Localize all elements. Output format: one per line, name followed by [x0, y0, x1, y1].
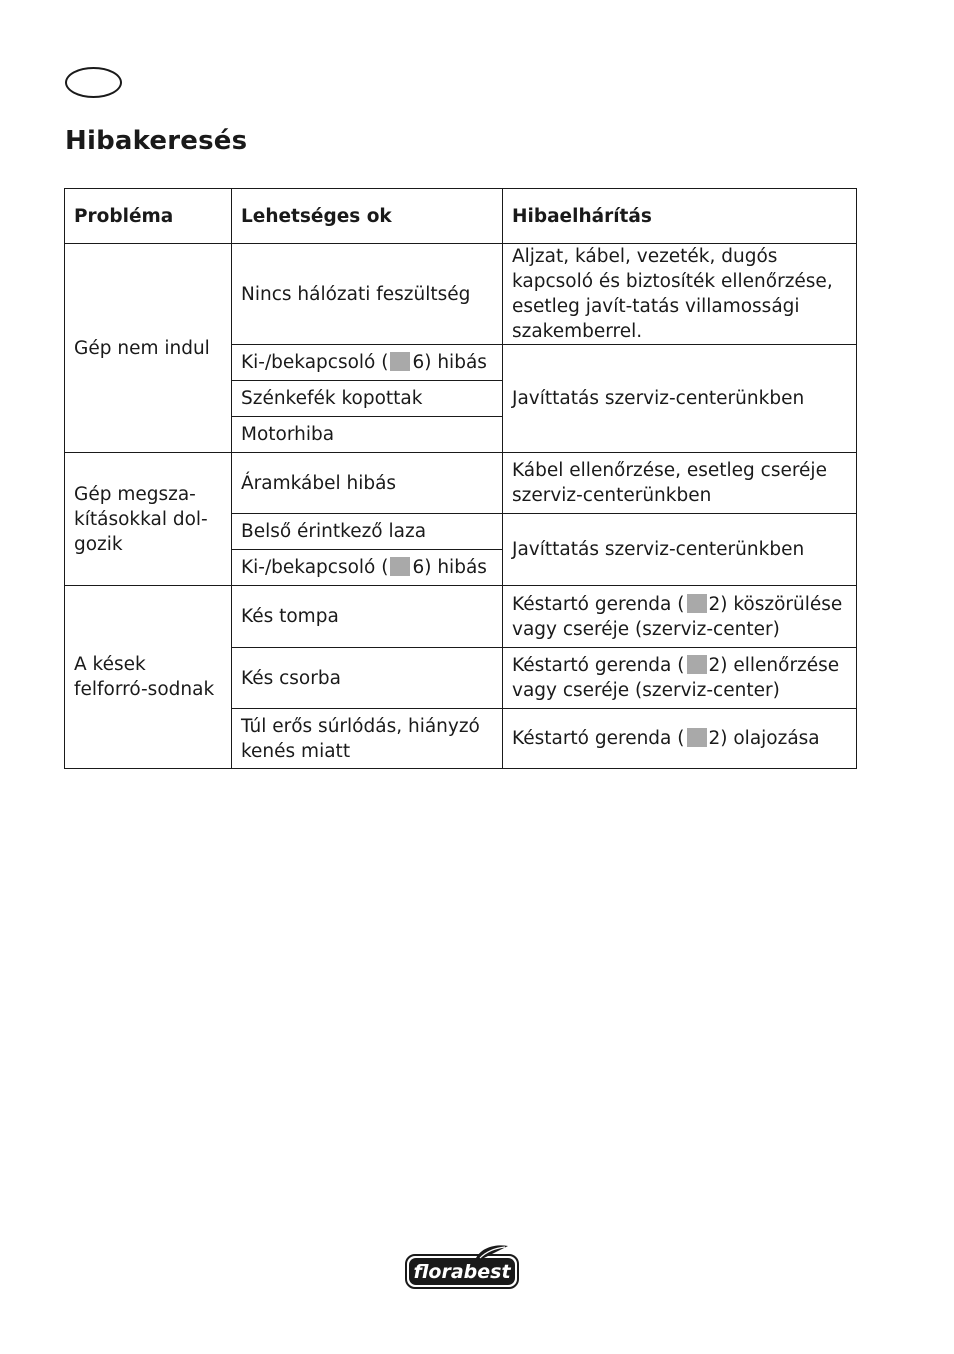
cause-text: 6) hibás	[412, 352, 487, 373]
cause-cell: Szénkefék kopottak	[232, 381, 503, 417]
cause-cell	[232, 345, 503, 381]
table-row	[65, 244, 857, 345]
remedy-cell	[503, 709, 857, 769]
cause-cell: Kés csorba	[232, 648, 503, 709]
remedy-cell: Javíttatás szerviz-centerünkben	[503, 514, 857, 586]
florabest-logo	[404, 1243, 520, 1291]
problem-cell: Gép nem indul	[65, 244, 232, 453]
reference-marker	[687, 728, 707, 747]
cause-cell: Kés tompa	[232, 586, 503, 648]
cause-text: 6) hibás	[412, 557, 487, 578]
language-badge	[65, 67, 122, 98]
cause-cell: Áramkábel hibás	[232, 453, 503, 514]
cause-cell: Belső érintkező laza	[232, 514, 503, 550]
header-problem: Probléma	[65, 189, 232, 244]
remedy-cell: Kábel ellenőrzése, esetleg cseréje szerviz-centerünkben	[503, 453, 857, 514]
cause-cell	[232, 550, 503, 586]
remedy-cell	[503, 648, 857, 709]
reference-marker	[687, 655, 707, 674]
remedy-text: Késtartó gerenda (	[512, 593, 685, 615]
cause-cell: Nincs hálózati feszültség	[232, 244, 503, 345]
cause-cell: Túl erős súrlódás, hiányzó kenés miatt	[232, 709, 503, 769]
table-row	[65, 453, 857, 514]
remedy-text: Késtartó gerenda (	[512, 655, 685, 676]
cause-cell: Motorhiba	[232, 417, 503, 453]
problem-cell: A kések felforró-sodnak	[65, 586, 232, 769]
cause-text: Ki-/bekapcsoló (	[241, 557, 389, 578]
remedy-text: Késtartó gerenda (	[512, 728, 685, 749]
troubleshooting-table	[64, 188, 857, 769]
problem-cell: Gép megsza-kításokkal dol-gozik	[65, 453, 232, 586]
page-title: Hibakeresés	[65, 126, 248, 156]
header-cause: Lehetséges ok	[232, 189, 503, 244]
remedy-text: 2) ellenőrzése vagy cseréje (szerviz-center)	[512, 655, 840, 701]
table-row	[65, 586, 857, 648]
remedy-cell	[503, 586, 857, 648]
reference-marker	[687, 594, 707, 613]
reference-marker	[390, 352, 410, 371]
remedy-text: 2) köszörülése vagy cseréje (szerviz-center)	[512, 593, 843, 640]
cause-text: Ki-/bekapcsoló (	[241, 352, 389, 373]
remedy-cell: Javíttatás szerviz-centerünkben	[503, 345, 857, 453]
header-remedy: Hibaelhárítás	[503, 189, 857, 244]
table-header-row	[65, 189, 857, 244]
logo-text: florabest	[413, 1261, 511, 1283]
remedy-text: 2) olajozása	[708, 728, 820, 749]
reference-marker	[390, 557, 410, 576]
remedy-cell: Aljzat, kábel, vezeték, dugós kapcsoló és biztosíték ellenőrzése, esetleg javít-tatás villamossági szakemberrel.	[503, 244, 857, 345]
